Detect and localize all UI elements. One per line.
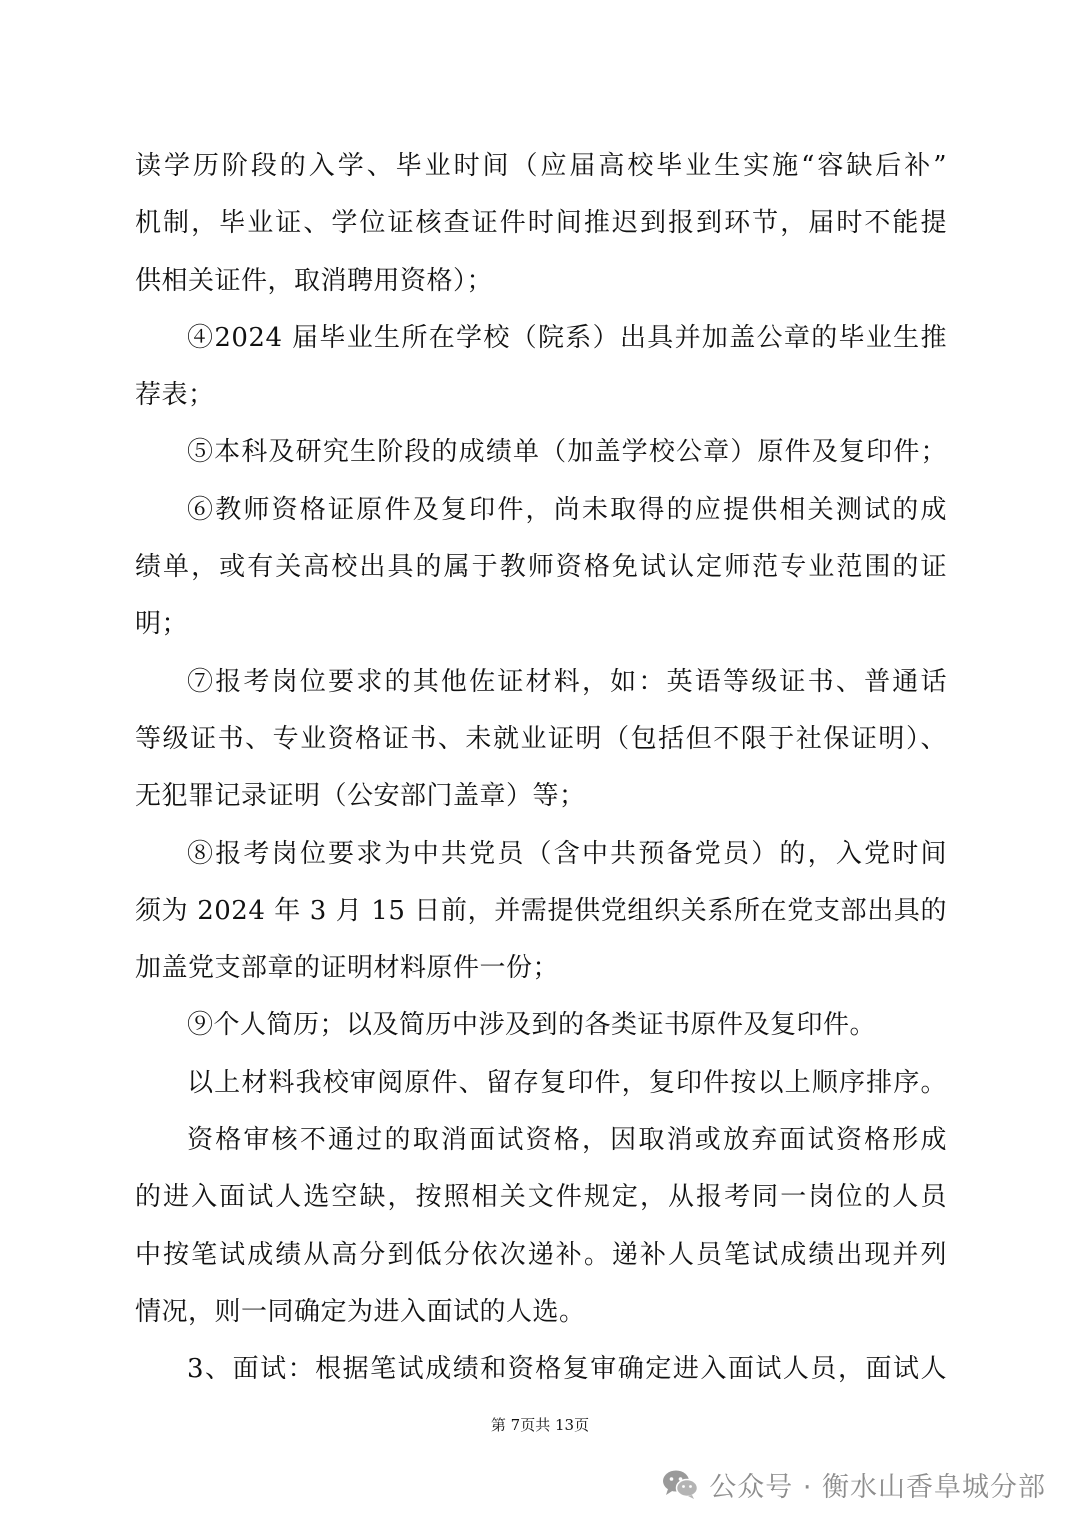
text-line: 3、面试：根据笔试成绩和资格复审确定进入面试人员，面试人: [187, 1354, 947, 1385]
text-line: 供相关证件，取消聘用资格）；: [135, 265, 494, 296]
text-line: 等级证书、专业资格证书、未就业证明（包括但不限于社保证明）、: [135, 723, 947, 754]
text-line: 须为 2024 年 3 月 15 日前，并需提供党组织关系所在党支部出具的: [135, 895, 947, 926]
page-footer: 第 7页共 13页: [490, 1416, 590, 1434]
text-line: 中按笔试成绩从高分到低分依次递补。递补人员笔试成绩出现并列: [135, 1239, 947, 1270]
text-line: 读学历阶段的入学、毕业时间（应届高校毕业生实施“容缺后补”: [135, 151, 947, 181]
text-line: 情况，则一同确定为进入面试的人选。: [135, 1296, 586, 1327]
text-line: ④2024 届毕业生所在学校（院系）出具并加盖公章的毕业生推: [187, 322, 947, 353]
text-line: 加盖党支部章的证明材料原件一份；: [135, 953, 560, 984]
watermark-text: 公众号 · 衡水山香阜城分部: [709, 1471, 1046, 1503]
text-line: ⑦报考岗位要求的其他佐证材料，如：英语等级证书、普通话: [187, 666, 947, 697]
text-line: 以上材料我校审阅原件、留存复印件，复印件按以上顺序排序。: [187, 1067, 947, 1098]
text-line: 资格审核不通过的取消面试资格，因取消或放弃面试资格形成: [187, 1125, 947, 1156]
wechat-icon: [661, 1468, 699, 1500]
text-line: ⑨个人简历；以及简历中涉及到的各类证书原件及复印件。: [187, 1010, 877, 1041]
document-body: [135, 138, 947, 1399]
text-line: ⑧报考岗位要求为中共党员（含中共预备党员）的，入党时间: [187, 838, 947, 869]
text-line: ⑤本科及研究生阶段的成绩单（加盖学校公章）原件及复印件；: [187, 437, 947, 468]
text-line: 无犯罪记录证明（公安部门盖章）等；: [135, 781, 586, 812]
text-line: 绩单，或有关高校出具的属于教师资格免试认定师范专业范围的证: [135, 552, 947, 583]
text-line: ⑥教师资格证原件及复印件，尚未取得的应提供相关测试的成: [187, 494, 947, 525]
text-line: 机制，毕业证、学位证核查证件时间推迟到报到环节，届时不能提: [135, 208, 947, 239]
text-line: 荐表；: [135, 380, 215, 411]
text-line: 明；: [135, 609, 189, 640]
text-line: 的进入面试人选空缺，按照相关文件规定，从报考同一岗位的人员: [135, 1182, 947, 1213]
watermark: [661, 1464, 1046, 1504]
